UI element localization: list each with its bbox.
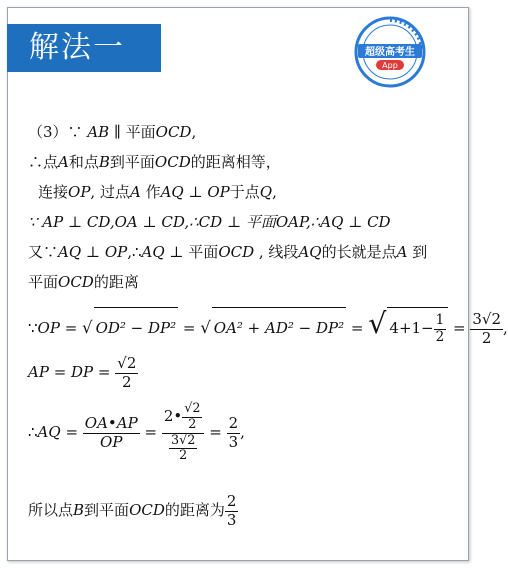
solution-line-2: ∴点A和点B到平面OCD的距离相等，	[28, 153, 281, 171]
solution-line-5: 又∵AQ ⊥ OP,∴AQ ⊥ 平面OCD , 线段AQ的长就是点A 到	[28, 243, 428, 261]
equation-ap: AP = DP = $\frac{√2}{2}$	[28, 354, 137, 391]
logo-sub-text: App	[382, 61, 398, 70]
solution-line-3: 连接OP, 过点A 作AQ ⊥ OP于点Q,	[38, 183, 277, 201]
solution-line-1: （3）∵ AB ∥ 平面OCD,	[28, 123, 197, 141]
equation-op: ∵OP = √ OD² − DP² = √ OA² + AD² − DP² = √ 4+1− $\frac{1}{2}$ = $\frac{3√2}{2}$ ,	[28, 307, 508, 347]
solution-line-6: 平面OCD的距离	[28, 273, 139, 291]
app-logo-icon	[352, 14, 428, 90]
solution-line-4: ∵ AP ⊥ CD,OA ⊥ CD,∴CD ⊥ 平面OAP,∴AQ ⊥ CD	[28, 213, 391, 231]
logo-brand-text: 超级高考生	[365, 47, 415, 58]
banner-title: 解法一	[29, 30, 125, 65]
section-banner	[7, 24, 161, 72]
conclusion-line: 所以点B到平面OCD的距离为 $\frac{2}{3}$	[28, 492, 237, 529]
equation-aq: ∴AQ = $\frac{OA•AP}{OP}$ = 2• $\frac{√2}{2}$ $\frac{3√2}{2}$ = $\frac{2}{3}$ ,	[28, 401, 245, 464]
